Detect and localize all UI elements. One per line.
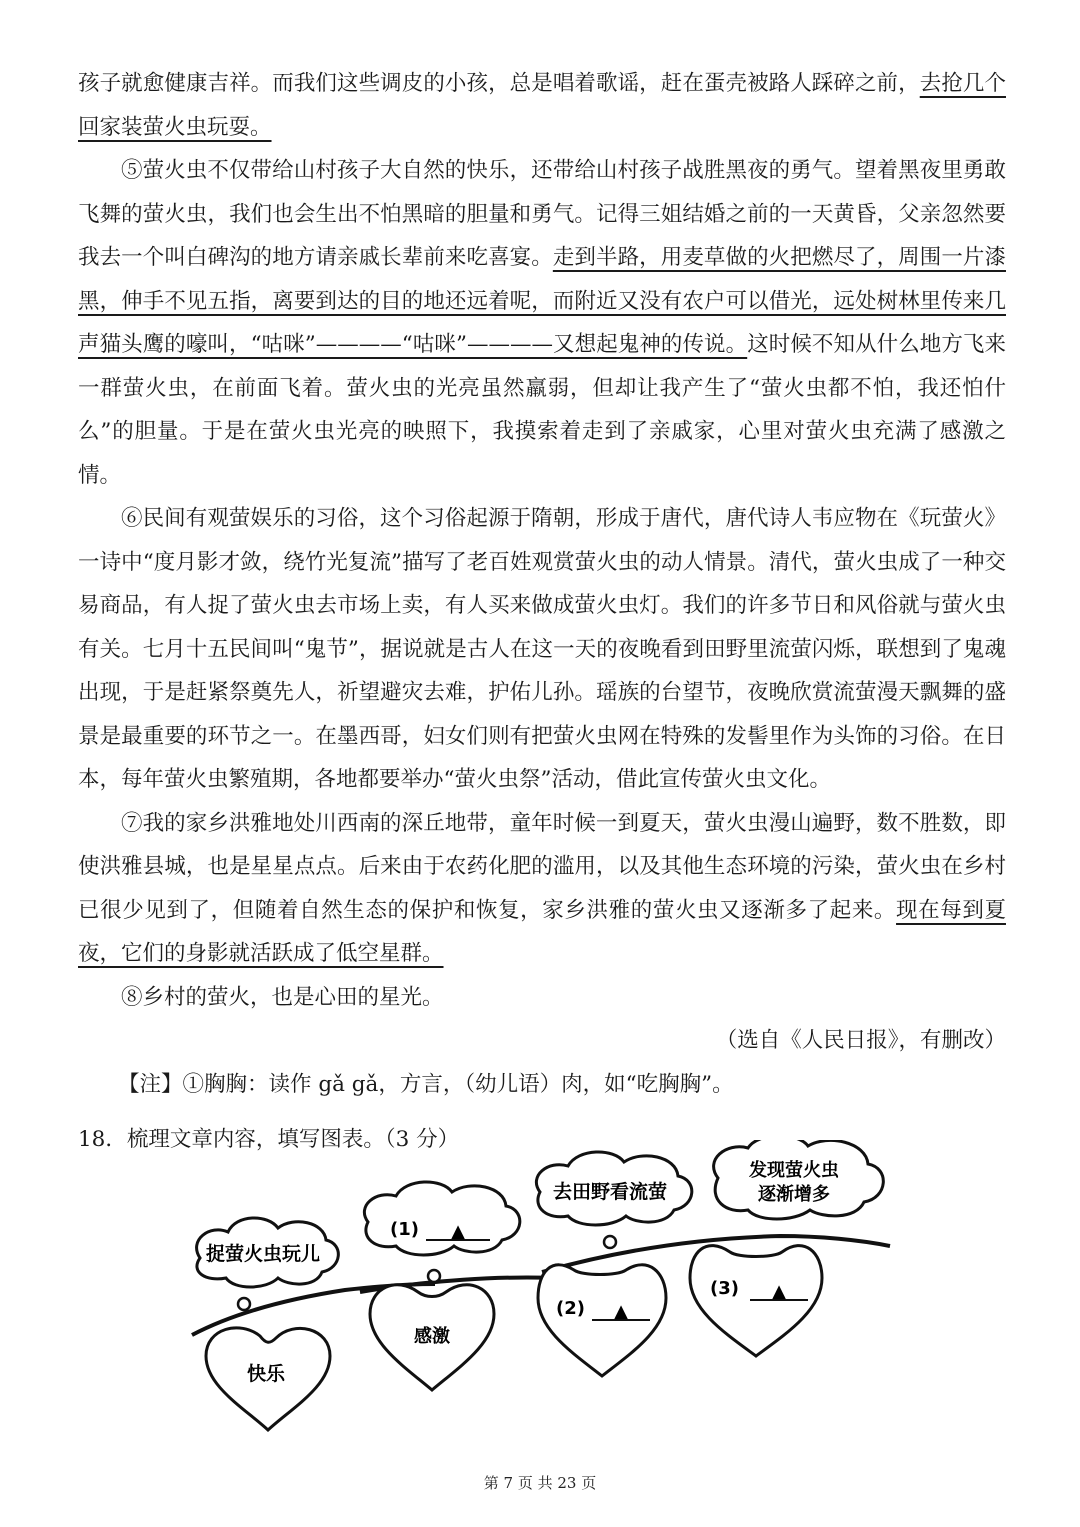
note-label: 【注】 — [118, 1071, 183, 1097]
heart-label-1: 快乐 — [246, 1363, 286, 1385]
paragraph-4-tail — [78, 62, 1006, 149]
article-text — [78, 62, 1006, 1162]
annotation-note — [78, 1063, 1006, 1107]
cloud-fireflies-increase — [714, 1140, 884, 1219]
blank-mark-1: ▲ — [451, 1221, 465, 1242]
blank-mark-3: ▲ — [772, 1281, 786, 1302]
p5-text-b: 这时候不知从什么地方飞来一群萤火虫，在前面飞着。萤火虫的光亮虽然羸弱，但却让我产生了“萤火虫都不怕，我还怕什么”的胆量。于是在萤火虫光亮的映照下，我摸索着走到了亲戚家，心里对萤火虫充满了感激之情。 — [78, 332, 1006, 488]
p5-text-a: ⑤萤火虫不仅带给山村孩子大自然的快乐，还带给山村孩子战胜黑夜的勇气。望着黑夜里勇敢飞舞的萤火虫，我们也会生出不怕黑暗的胆量和勇气。记得三姐结婚之前的一天黄昏，父亲忽然要我去一个叫白碑沟的地方请亲戚长辈前来吃喜宴。 — [78, 158, 1006, 270]
paragraph-5 — [78, 149, 1006, 497]
heart-label-3: (2) — [556, 1298, 585, 1319]
heart-happy — [206, 1328, 330, 1430]
p5-underlined: 走到半路，用麦草做的火把燃尽了，周围一片漆黑，伸手不见五指，离要到达的目的地还远着呢，而附近又没有农户可以借光，远处树林里传来几声猫头鹰的嚎叫，“咕咪”————“咕咪”————又想起鬼神的传说。 — [78, 245, 1006, 357]
blank-mark-2: ▲ — [614, 1301, 628, 1322]
cloud-watch-fireflies — [536, 1152, 691, 1248]
paragraph-8: ⑧乡村的萤火，也是心田的星光。 — [121, 984, 444, 1010]
cloud-label-4b: 逐渐增多 — [758, 1184, 830, 1205]
emotion-diagram — [170, 1140, 910, 1450]
paragraph-7 — [78, 802, 1006, 976]
page-footer: 第 7 页 共 23 页 — [483, 1474, 597, 1492]
heart-label-4: (3) — [710, 1278, 739, 1299]
source-citation: （选自《人民日报》，有删改） — [715, 1028, 1006, 1053]
question-18: 18．梳理文章内容，填写图表。（3 分） — [78, 1127, 460, 1152]
cloud-label-3: 去田野看流萤 — [552, 1181, 668, 1203]
paragraph-6: ⑥民间有观萤娱乐的习俗，这个习俗起源于隋朝，形成于唐代，唐代诗人韦应物在《玩萤火》一诗中“度月影才敛，绕竹光复流”描写了老百姓观赏萤火虫的动人情景。清代，萤火虫成了一种交易商品，有人捉了萤火虫去市场上卖，有人买来做成萤火虫灯。我们的许多节日和风俗就与萤火虫有关。七月十五民间叫“鬼节”，据说就是古人在这一天的夜晚看到田野里流萤闪烁，联想到了鬼魂出现，于是赶紧祭奠先人，祈望避灾去难，护佑儿孙。瑶族的台望节，夜晚欣赏流萤漫天飘舞的盛景是最重要的环节之一。在墨西哥，妇女们则有把萤火虫网在特殊的发髻里作为头饰的习俗。在日本，每年萤火虫繁殖期，各地都要举办“萤火虫祭”活动，借此宣传萤火虫文化。 — [78, 506, 1006, 792]
p4-text: 孩子就愈健康吉祥。而我们这些调皮的小孩，总是唱着歌谣，赶在蛋壳被路人踩碎之前， — [78, 71, 920, 96]
note-text: ①胸胸：读作 gǎ gǎ，方言，（幼儿语）肉，如“吃胸胸”。 — [182, 1071, 734, 1097]
cloud-label-2: (1) — [390, 1219, 419, 1240]
p7-text: ⑦我的家乡洪雅地处川西南的深丘地带，童年时候一到夏天，萤火虫漫山遍野，数不胜数，即使洪雅县城，也是星星点点。后来由于农药化肥的滥用，以及其他生态环境的污染，萤火虫在乡村已很少见到了，但随着自然生态的保护和恢复，家乡洪雅的萤火虫又逐渐多了起来。 — [78, 810, 1006, 923]
cloud-label-4a: 发现萤火虫 — [749, 1160, 839, 1181]
p4-underlined: 去抢几个回家装萤火虫玩耍。 — [78, 71, 1006, 140]
heart-grateful — [370, 1285, 494, 1390]
cloud-blank-1 — [364, 1182, 519, 1282]
p7-underlined: 现在每到夏夜，它们的身影就活跃成了低空星群。 — [78, 897, 1006, 966]
heart-label-2: 感激 — [414, 1326, 450, 1347]
cloud-label-1: 捉萤火虫玩儿 — [205, 1243, 321, 1265]
heart-blank-3 — [690, 1246, 822, 1356]
heart-blank-2 — [538, 1265, 666, 1376]
